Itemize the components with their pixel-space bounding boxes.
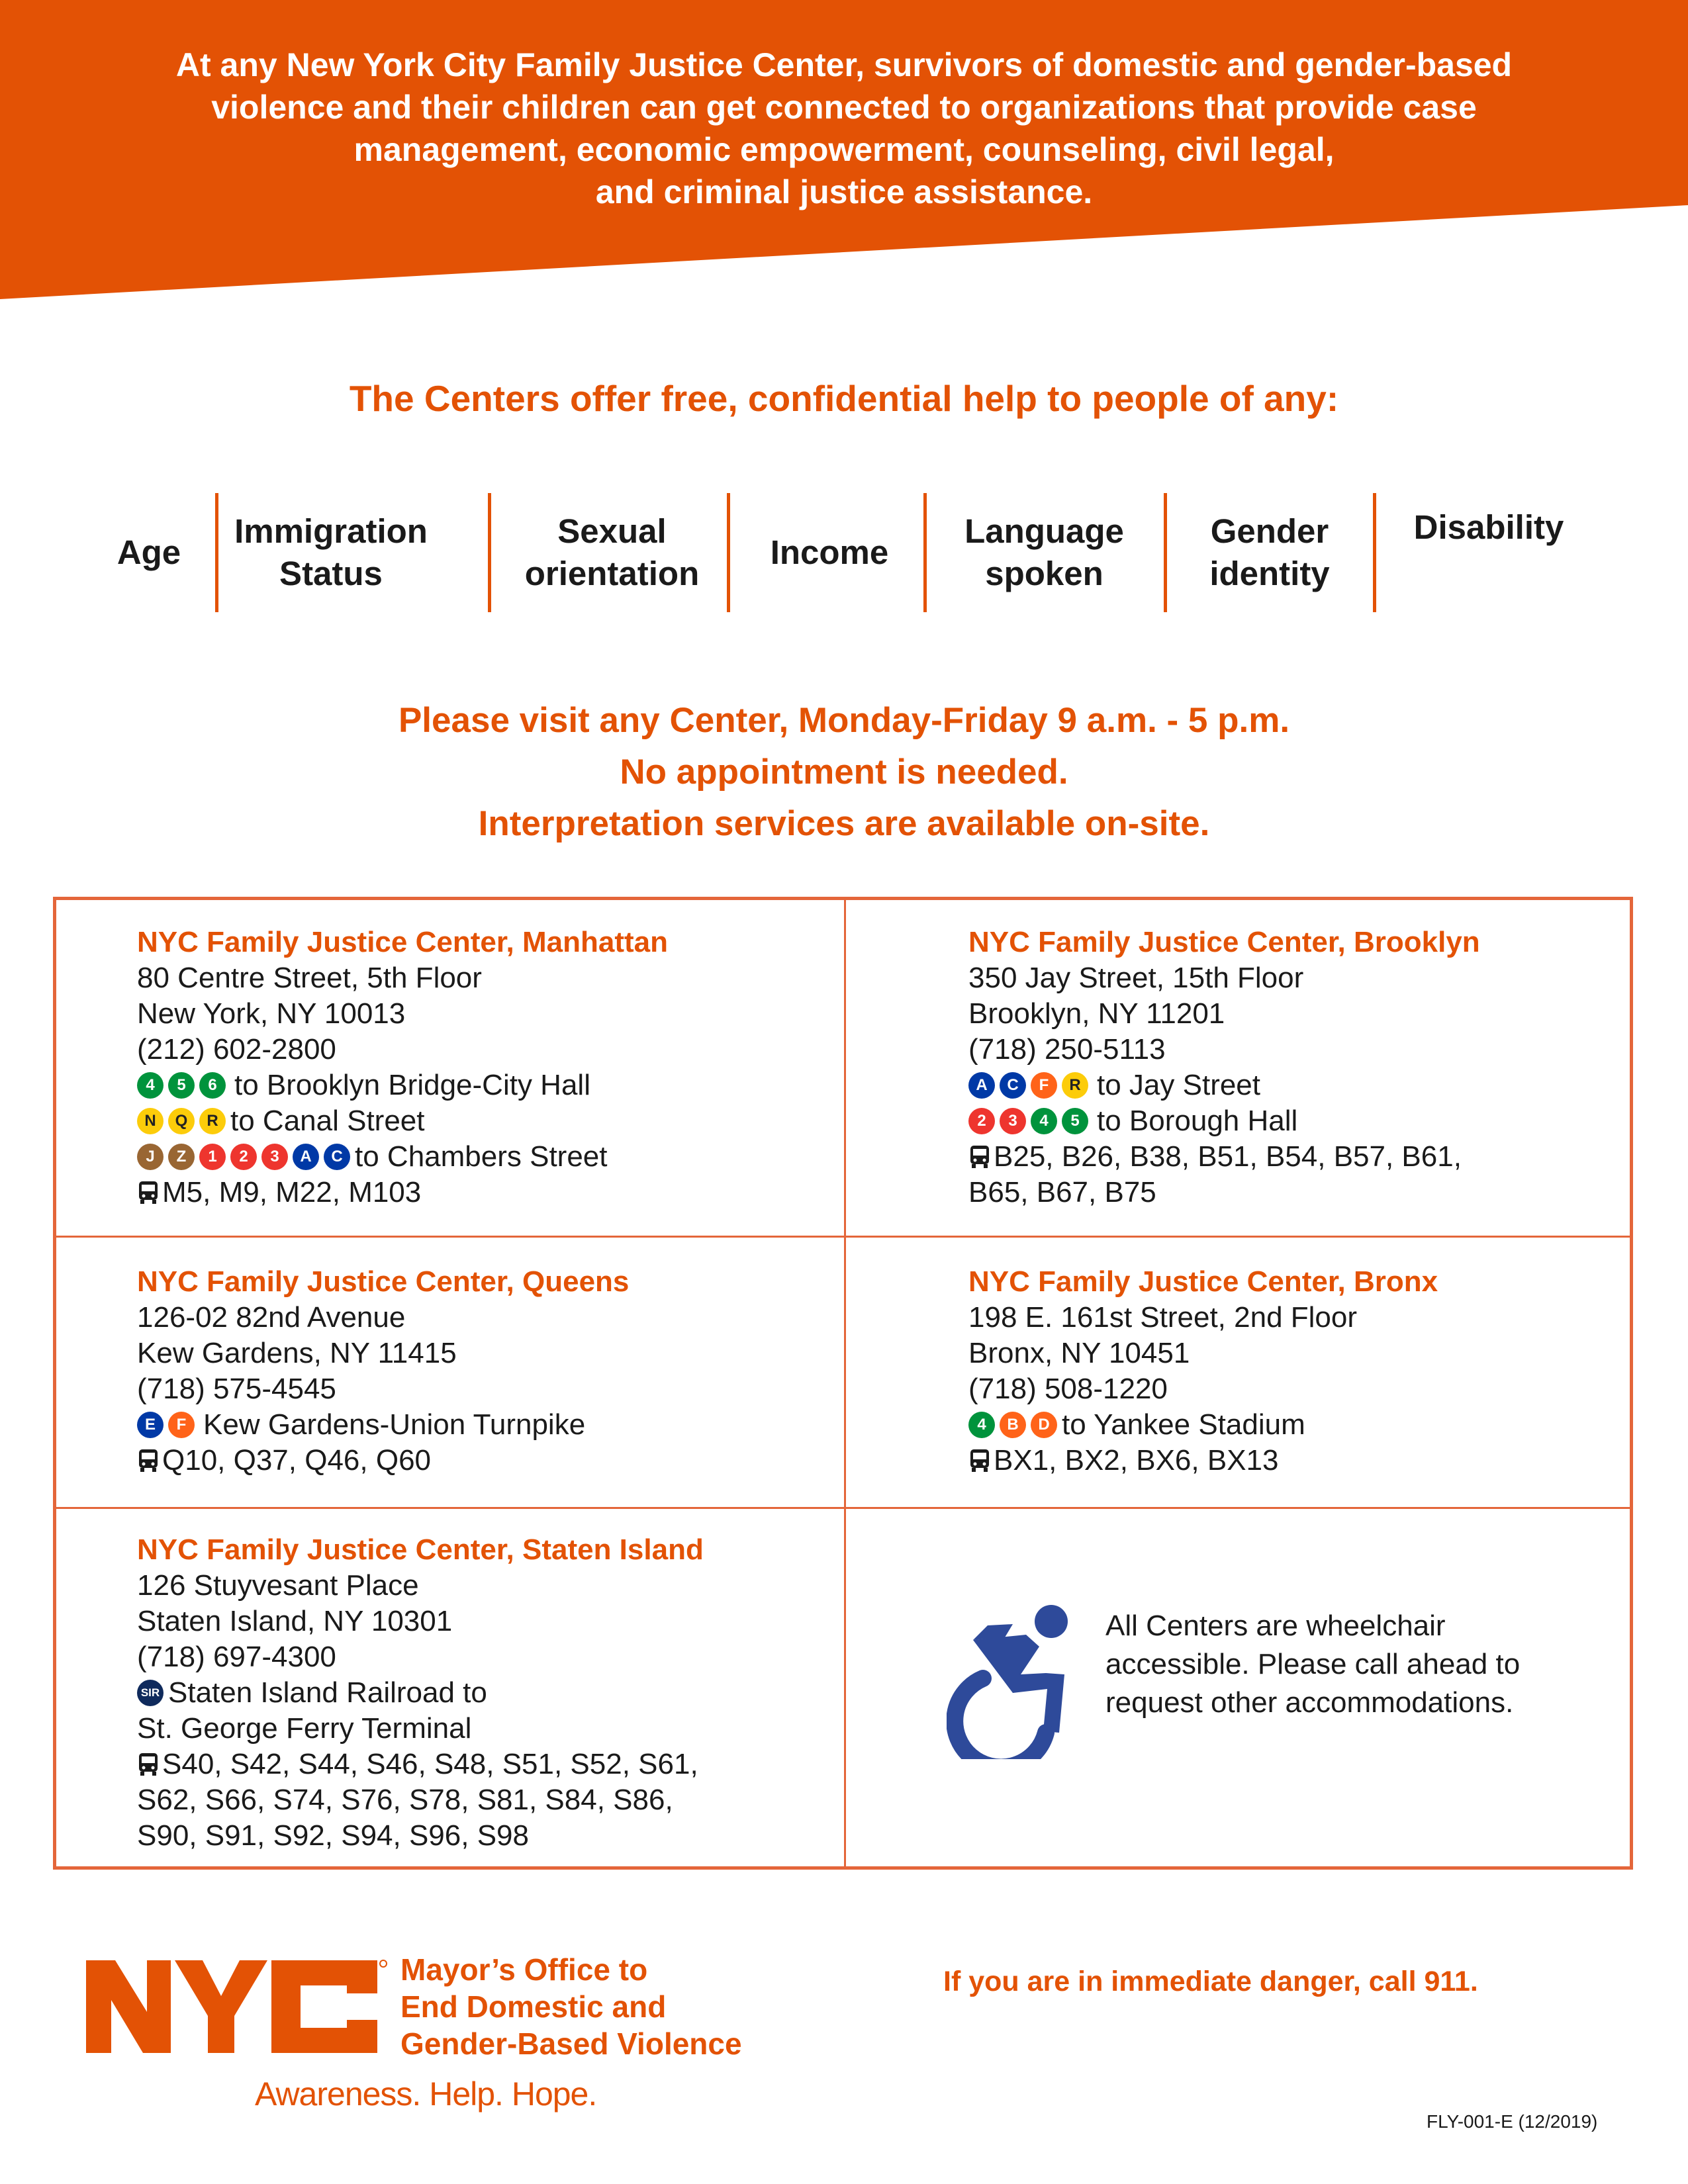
bus-routes: M5, M9, M22, M103 [162,1176,422,1208]
train-a-icon: A [293,1144,319,1170]
center-brooklyn [968,925,1480,1210]
train-3-icon: 3 [1000,1108,1026,1134]
center-name: NYC Family Justice Center, Manhattan [137,926,668,958]
bus-routes: Q10, Q37, Q46, Q60 [162,1444,432,1477]
form-code: FLY-001-E (12/2019) [1427,2111,1598,2132]
center-address: 350 Jay Street, 15th Floor [968,962,1304,994]
category-immigration-status: Immigration Status [234,512,428,592]
center-phone[interactable]: (718) 575-4545 [137,1373,336,1405]
visit-no-appointment: No appointment is needed. [620,752,1068,792]
train-5-icon: 5 [168,1072,195,1099]
center-address: 126-02 82nd Avenue [137,1301,406,1334]
bus-routes: S40, S42, S44, S46, S48, S51, S52, S61, [162,1748,698,1780]
transit-line [137,1407,629,1443]
center-address: 80 Centre Street, 5th Floor [137,962,482,994]
train-3-icon: 3 [261,1144,288,1170]
transit-destination: to Borough Hall [1097,1105,1298,1137]
center-city: Brooklyn, NY 11201 [968,997,1225,1030]
center-address: 198 E. 161st Street, 2nd Floor [968,1301,1358,1334]
bus-line [137,1747,704,1782]
center-phone[interactable]: (212) 602-2800 [137,1033,336,1066]
train-a-icon: A [968,1072,995,1099]
table-divider [56,1236,1630,1238]
bus-routes-continued: B65, B67, B75 [968,1176,1156,1208]
bus-line [137,1443,629,1479]
header-banner [0,0,1688,304]
transit-line [137,1103,668,1139]
visit-hours: Please visit any Center, Monday-Friday 9 a.m. - 5 p.m. [398,701,1290,740]
offer-heading: The Centers offer free, confidential help to people of any: [349,378,1339,419]
bus-line [137,1175,668,1210]
center-name: NYC Family Justice Center, Bronx [968,1265,1438,1298]
office-name: Mayor’s Office to End Domestic and Gender-Based Violence [400,1952,742,2061]
center-city: Kew Gardens, NY 11415 [137,1337,457,1369]
bus-routes: BX1, BX2, BX6, BX13 [994,1444,1279,1477]
bus-icon [968,1447,991,1474]
nyc-logo [86,1952,387,2058]
center-staten-island [137,1532,704,1854]
center-phone[interactable]: (718) 250-5113 [968,1033,1166,1066]
train-5-icon: 5 [1062,1108,1088,1134]
category-disability: Disability [1413,508,1564,546]
train-q-icon: Q [168,1108,195,1134]
train-4-icon: 4 [968,1412,995,1438]
center-bronx [968,1264,1438,1479]
bus-routes: B25, B26, B38, B51, B54, B57, B61, [994,1140,1462,1173]
train-j-icon: J [137,1144,164,1170]
visit-info [0,695,1688,850]
banner-text: At any New York City Family Justice Center, survivors of domestic and gender-based violence and their children can get connected to organizations that provide case management, economic empowerment, counseling, civil legal, and criminal justice assistance. [175,46,1513,210]
train-c-icon: C [324,1144,350,1170]
sir-icon: SIR [137,1680,164,1706]
bus-line [968,1443,1438,1479]
category-gender-identity: Gender identity [1209,512,1330,592]
train-f-icon: F [1031,1072,1057,1099]
transit-line [968,1407,1438,1443]
center-phone[interactable]: (718) 697-4300 [137,1641,336,1673]
bus-routes-continued: S90, S91, S92, S94, S96, S98 [137,1819,529,1852]
category-sexual-orientation: Sexual orientation [524,512,700,592]
categories-row [86,493,1595,612]
train-c-icon: C [1000,1072,1026,1099]
transit-destination: Kew Gardens-Union Turnpike [203,1408,586,1441]
visit-interpretation: Interpretation services are available on-site. [478,804,1210,843]
table-divider [844,900,846,1866]
transit-destination: to Chambers Street [355,1140,608,1173]
center-queens [137,1264,629,1479]
train-d-icon: D [1031,1412,1057,1438]
train-2-icon: 2 [230,1144,257,1170]
transit-destination: to Jay Street [1097,1069,1261,1101]
center-name: NYC Family Justice Center, Brooklyn [968,926,1480,958]
train-e-icon: E [137,1412,164,1438]
train-6-icon: 6 [199,1072,226,1099]
bus-icon [137,1751,160,1778]
train-2-icon: 2 [968,1108,995,1134]
category-language-spoken: Language spoken [964,512,1124,592]
transit-destination: to Canal Street [230,1105,425,1137]
transit-line [968,1103,1480,1139]
train-r-icon: R [199,1108,226,1134]
train-f-icon: F [168,1412,195,1438]
bus-line [968,1139,1480,1175]
train-r-icon: R [1062,1072,1088,1099]
center-city: Staten Island, NY 10301 [137,1605,453,1637]
train-4-icon: 4 [1031,1108,1057,1134]
center-city: Bronx, NY 10451 [968,1337,1190,1369]
category-age: Age [117,533,181,571]
transit-line [968,1068,1480,1103]
bus-icon [137,1447,160,1474]
category-income: Income [770,533,889,571]
transit-destination: to Brooklyn Bridge-City Hall [234,1069,590,1101]
train-z-icon: Z [168,1144,195,1170]
table-divider [56,1507,1630,1509]
train-1-icon: 1 [199,1144,226,1170]
center-phone[interactable]: (718) 508-1220 [968,1373,1168,1405]
centers-table [53,897,1633,1870]
center-address: 126 Stuyvesant Place [137,1569,419,1602]
bus-routes-continued: S62, S66, S74, S76, S78, S81, S84, S86, [137,1784,673,1816]
train-b-icon: B [1000,1412,1026,1438]
transit-destination: Staten Island Railroad to [168,1676,487,1709]
transit-line [137,1068,668,1103]
transit-line [137,1139,668,1175]
center-name: NYC Family Justice Center, Staten Island [137,1533,704,1566]
accessibility-note: All Centers are wheelchair accessible. Please call ahead to request other accommodations. [1105,1610,1521,1719]
transit-destination-continued: St. George Ferry Terminal [137,1712,472,1745]
center-name: NYC Family Justice Center, Queens [137,1265,630,1298]
train-4-icon: 4 [137,1072,164,1099]
center-manhattan [137,925,668,1210]
bus-icon [968,1144,991,1170]
emergency-note: If you are in immediate danger, call 911. [943,1966,1478,1997]
center-city: New York, NY 10013 [137,997,406,1030]
transit-line [137,1675,704,1711]
tagline: Awareness. Help. Hope. [255,2075,597,2113]
transit-destination: to Yankee Stadium [1062,1408,1305,1441]
train-n-icon: N [137,1108,164,1134]
wheelchair-icon [947,1600,1079,1759]
bus-icon [137,1179,160,1206]
